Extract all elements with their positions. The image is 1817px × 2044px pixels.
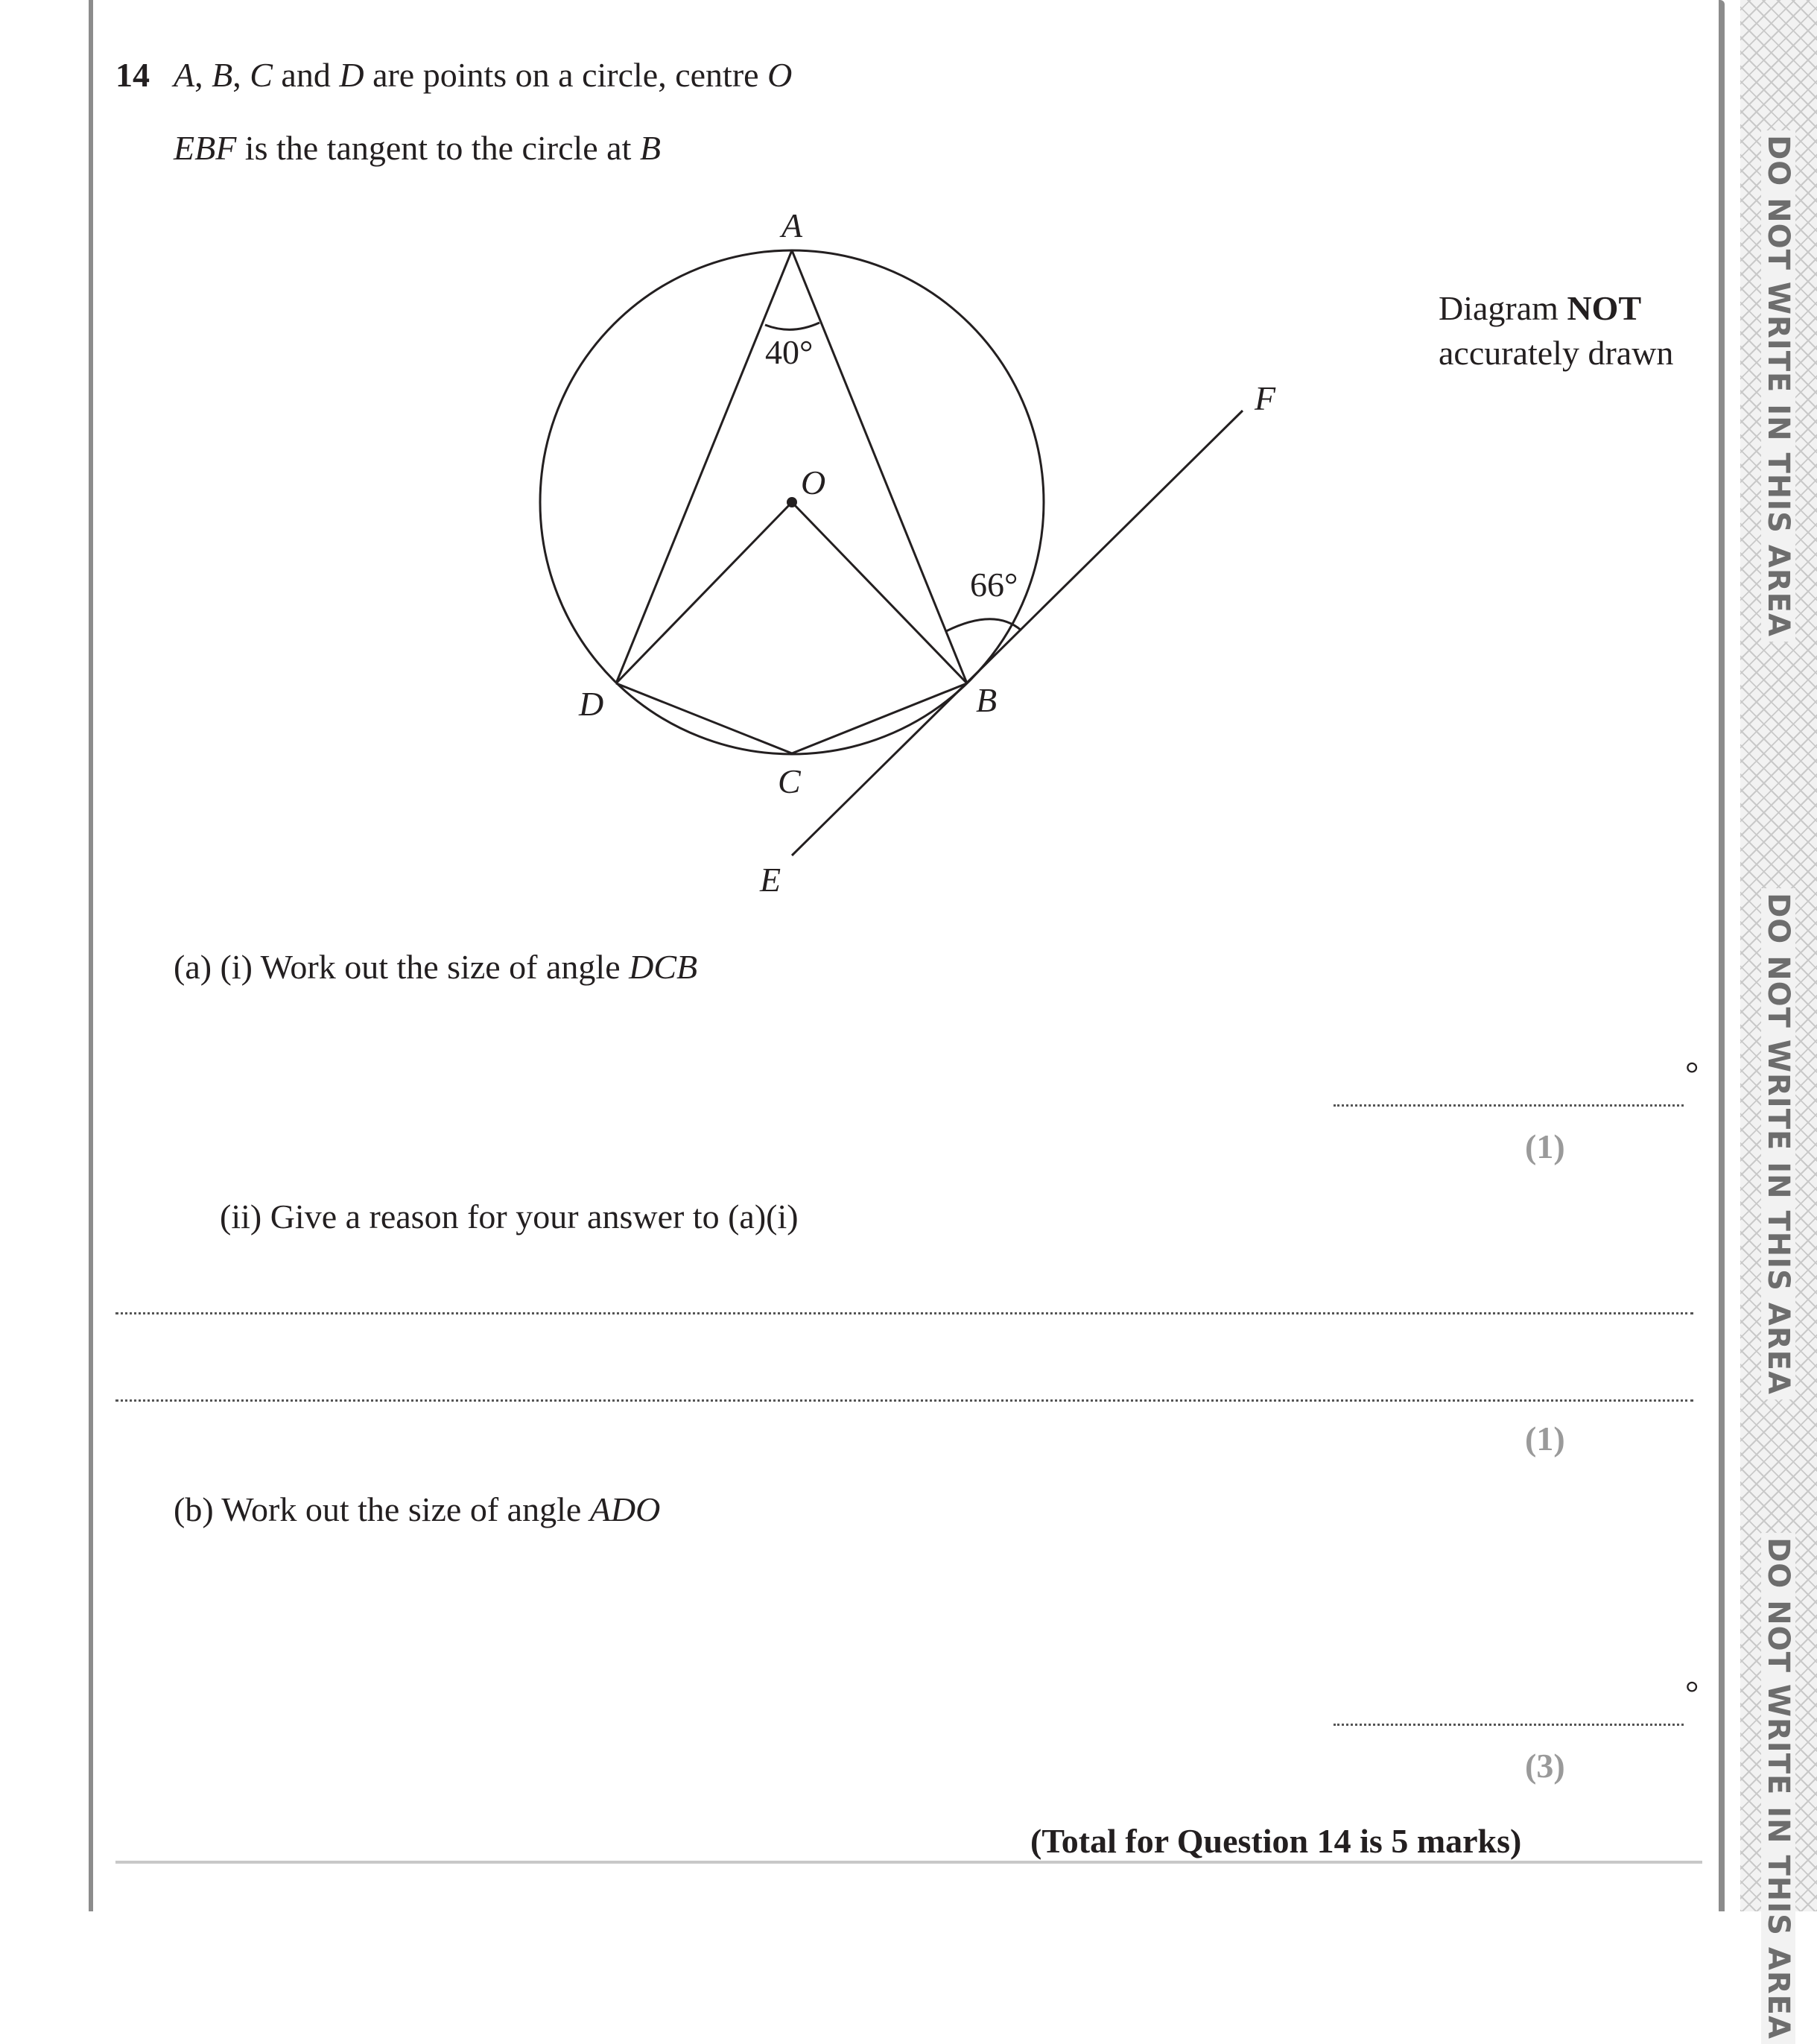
text-segment: are points on a circle, centre	[364, 56, 768, 94]
part-a-ii-prompt: (ii) Give a reason for your answer to (a)(i)	[220, 1197, 799, 1235]
text-segment: C	[250, 56, 273, 94]
diagram-note-line-2: accurately drawn	[1439, 334, 1674, 372]
radius-OB	[792, 502, 967, 683]
question-number: 14	[115, 56, 150, 94]
answer-line-a-ii-2[interactable]	[115, 1399, 1693, 1402]
part-b-prompt: (b) Work out the size of angle ADO	[174, 1490, 661, 1528]
text-segment: B	[212, 56, 233, 94]
angle-label-A: 40°	[765, 333, 814, 371]
text-segment: is the tangent to the circle at	[236, 129, 640, 167]
degree-sign-b: °	[1685, 1674, 1699, 1712]
text-segment: O	[767, 56, 793, 94]
text-segment: EBF	[174, 129, 237, 167]
question-total: (Total for Question 14 is 5 marks)	[1030, 1822, 1522, 1860]
part-a-i-prompt: (a) (i) Work out the size of angle DCB	[174, 948, 698, 986]
label-O: O	[801, 463, 826, 501]
answer-line-a-ii-1[interactable]	[115, 1312, 1693, 1314]
label-D: D	[579, 685, 604, 723]
marks-b: (3)	[1525, 1747, 1565, 1785]
answer-line-b[interactable]	[1334, 1724, 1684, 1726]
radius-OD	[616, 502, 792, 683]
bottom-rule	[115, 1861, 1702, 1864]
tangent-EBF	[792, 411, 1243, 855]
label-C: C	[778, 762, 801, 800]
text-segment: D	[339, 56, 364, 94]
centre-dot	[787, 497, 797, 507]
chord-AD	[616, 250, 792, 683]
label-E: E	[760, 861, 781, 899]
answer-line-a-i[interactable]	[1334, 1104, 1684, 1107]
chord-DC	[616, 683, 792, 753]
text-segment: B	[639, 129, 661, 167]
degree-sign-a-i: °	[1685, 1054, 1699, 1092]
angle-label-B: 66°	[970, 566, 1018, 604]
label-F: F	[1255, 379, 1276, 417]
text-segment: ,	[232, 56, 250, 94]
chord-CB	[792, 683, 967, 753]
diagram-note-line-1: Diagram NOT	[1439, 289, 1642, 327]
marks-a-ii: (1)	[1525, 1420, 1565, 1458]
label-A: A	[781, 206, 803, 244]
text-segment: ,	[194, 56, 212, 94]
text-segment: A	[174, 56, 195, 94]
marks-a-i: (1)	[1525, 1127, 1565, 1165]
angle-arc-A	[765, 323, 819, 329]
label-B: B	[976, 681, 998, 719]
text-segment: and	[272, 56, 340, 94]
